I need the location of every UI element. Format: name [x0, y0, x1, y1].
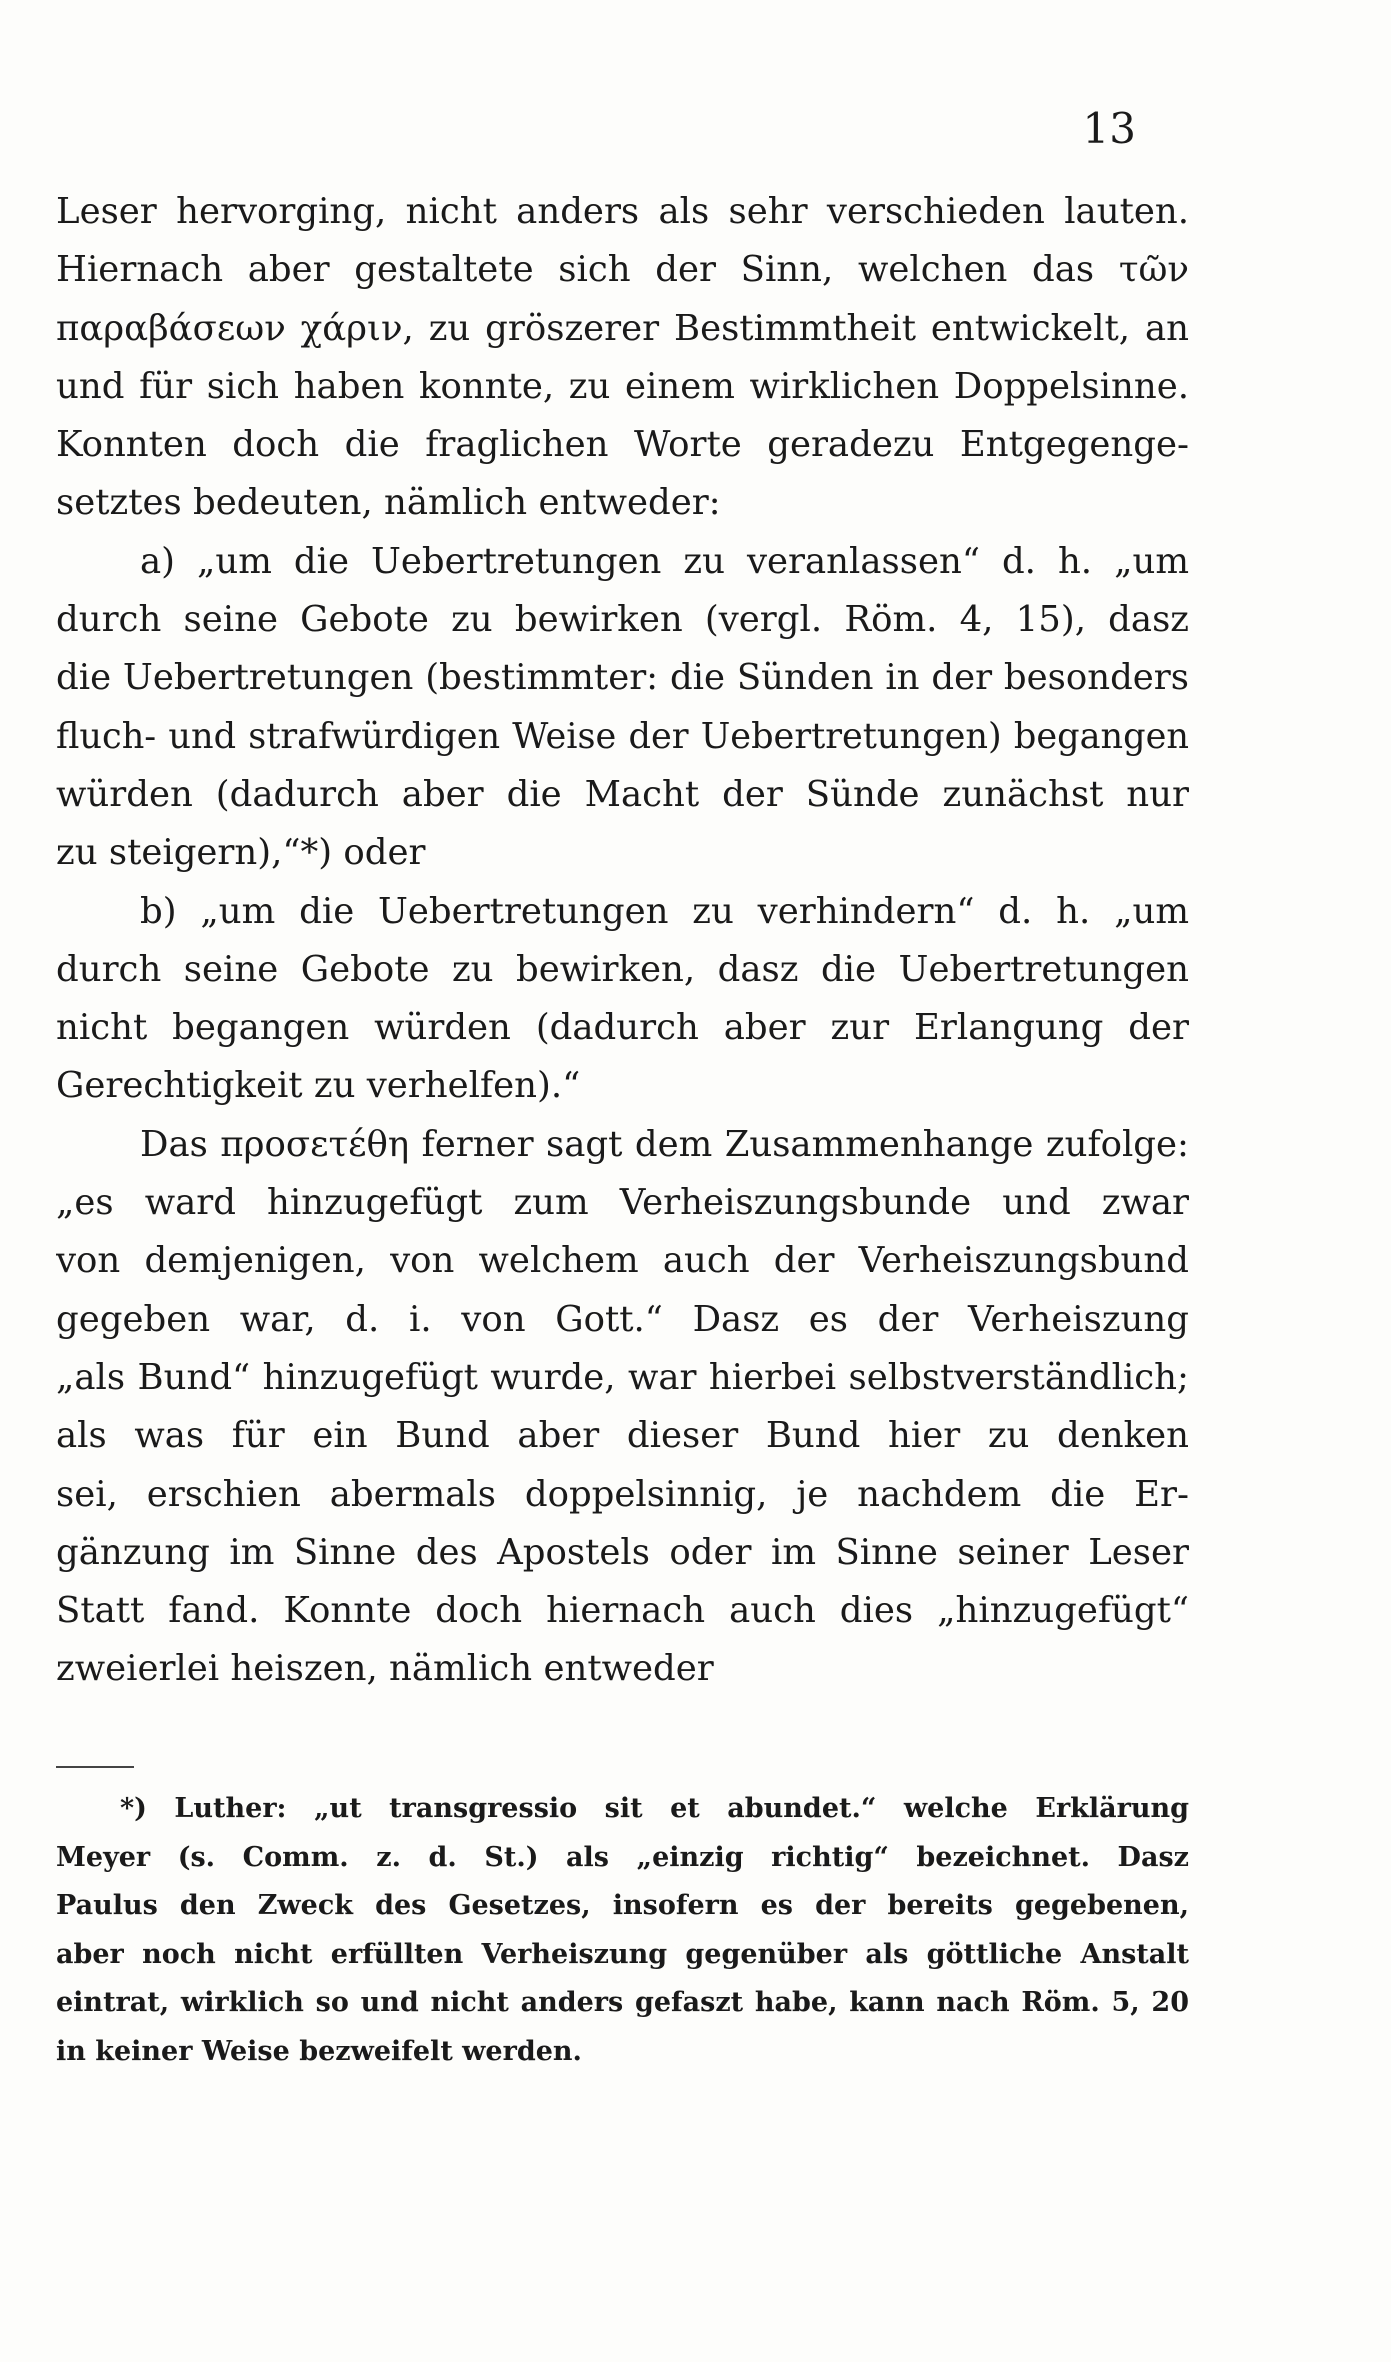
footnote-divider	[56, 1766, 134, 1768]
footnote-line: aber noch nicht erfüllten Verheiszung gegenüber als göttliche Anstalt	[56, 1938, 1189, 1970]
text-line: zu steigern),“*) oder	[56, 832, 426, 874]
text-line: von demjenigen, von welchem auch der Verheiszungsbund	[56, 1240, 1189, 1282]
page-number: 13	[1082, 104, 1136, 153]
text-line: setztes bedeuten, nämlich entweder:	[56, 482, 721, 524]
text-line: und für sich haben konnte, zu einem wirklichen Doppelsinne.	[56, 365, 1189, 407]
text-line: „es ward hinzugefügt zum Verheiszungsbunde und zwar	[56, 1182, 1189, 1224]
footnote-line: eintrat, wirklich so und nicht anders gefaszt habe, kann nach Röm. 5, 20	[56, 1987, 1189, 2019]
text-line: Hiernach aber gestaltete sich der Sinn, welchen das τῶν	[56, 249, 1189, 291]
text-line: a) „um die Uebertretungen zu veranlassen“ d. h. „um	[140, 540, 1189, 582]
text-line: nicht begangen würden (dadurch aber zur Erlangung der	[56, 1007, 1189, 1049]
text-line: Leser hervorging, nicht anders als sehr verschieden lauten.	[56, 191, 1189, 232]
text-line: παραβάσεων χάριν, zu gröszerer Bestimmtheit entwickelt, an	[56, 307, 1189, 349]
footnote-line: *) Luther: „ut transgressio sit et abundet.“ welche Erklärung	[120, 1793, 1189, 1824]
text-line: b) „um die Uebertretungen zu verhindern“ d. h. „um	[140, 890, 1189, 932]
text-line: zweierlei heiszen, nämlich entweder	[56, 1648, 714, 1690]
footnote-line: Paulus den Zweck des Gesetzes, insofern es der bereits gegebenen,	[56, 1890, 1189, 1922]
text-line: gänzung im Sinne des Apostels oder im Sinne seiner Leser	[56, 1531, 1189, 1573]
footnote-line: in keiner Weise bezweifelt werden.	[56, 2035, 582, 2067]
text-line: die Uebertretungen (bestimmter: die Sünden in der besonders	[56, 657, 1189, 699]
text-line: sei, erschien abermals doppelsinnig, je nachdem die Er-	[56, 1473, 1189, 1515]
text-line: „als Bund“ hinzugefügt wurde, war hierbei selbstverständlich;	[56, 1356, 1189, 1398]
text-line: würden (dadurch aber die Macht der Sünde zunächst nur	[56, 773, 1189, 815]
footnote	[56, 1785, 1189, 2077]
text-line: durch seine Gebote zu bewirken (vergl. Röm. 4, 15), dasz	[56, 599, 1189, 641]
text-line: Gerechtigkeit zu verhelfen).“	[56, 1065, 581, 1107]
text-line: gegeben war, d. i. von Gott.“ Dasz es der Verheiszung	[56, 1298, 1189, 1340]
text-line: Das προσετέθη ferner sagt dem Zusammenhange zufolge:	[140, 1123, 1189, 1165]
text-line: Statt fand. Konnte doch hiernach auch dies „hinzugefügt“	[56, 1590, 1189, 1632]
footnote-line: Meyer (s. Comm. z. d. St.) als „einzig richtig“ bezeichnet. Dasz	[56, 1841, 1189, 1873]
text-line: durch seine Gebote zu bewirken, dasz die Uebertretungen	[56, 948, 1189, 990]
text-line: fluch- und strafwürdigen Weise der Uebertretungen) begangen	[56, 715, 1189, 757]
text-line: Konnten doch die fraglichen Worte geradezu Entgegenge-	[56, 424, 1189, 466]
main-text	[56, 183, 1189, 1699]
text-line: als was für ein Bund aber dieser Bund hier zu denken	[56, 1415, 1189, 1457]
